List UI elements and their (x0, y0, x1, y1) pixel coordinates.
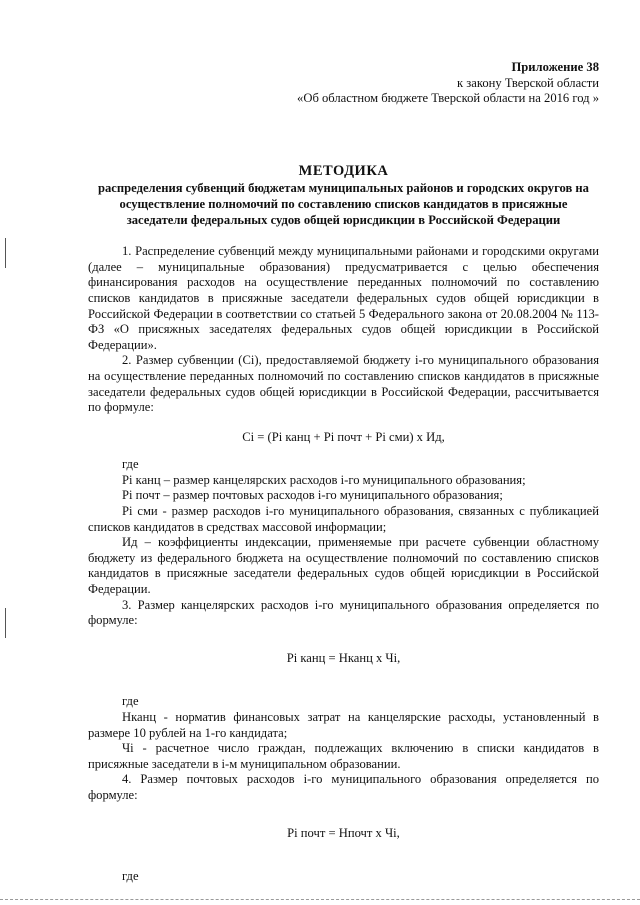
scan-bottom-edge (0, 899, 640, 900)
formula-postal-expenses: Pi почт = Нпочт х Чi, (287, 825, 400, 840)
scan-edge-mark (5, 608, 6, 638)
definition-item: Pi сми - размер расходов i-го муниципального образования, связанных с публикацией списков кандидатов в средствах массовой информации; (88, 504, 599, 534)
paragraph-2: 2. Размер субвенции (Ci), предоставляемой бюджету i-го муниципального образования на осуществление переданных полномочий по составлению списков кандидатов в присяжные заседатели федеральных судов общей юрисдикции в Российской Федерации, рассчитывается по формуле: (88, 353, 599, 415)
formula-subvention: Ci = (Pi канц + Pi почт + Pi сми) х Ид, (242, 429, 445, 444)
where-label: где (122, 869, 139, 884)
paragraph-3: 3. Размер канцелярских расходов i-го муниципального образования определяется по формуле: (88, 597, 599, 628)
annex-law-title: «Об областном бюджете Тверской области на 2016 год » (297, 91, 599, 106)
scan-edge-mark (5, 238, 6, 268)
definition-item: Чi - расчетное число граждан, подлежащих включению в списки кандидатов в присяжные заседатели в i-м муниципальном образовании. (88, 741, 599, 771)
document-page (88, 60, 599, 885)
annex-header (88, 60, 599, 107)
document-heading (88, 164, 599, 228)
where-label: где (122, 457, 139, 472)
formula-office-expenses: Pi канц = Нканц х Чi, (286, 650, 401, 665)
definition-item: Pi канц – размер канцелярских расходов i-го муниципального образования; (122, 472, 526, 487)
definition-item: Pi почт – размер почтовых расходов i-го муниципального образования; (122, 488, 503, 503)
document-body (88, 244, 599, 885)
definition-item: Ид – коэффициенты индексации, применяемые при расчете субвенции областному бюджету из федерального бюджета на осуществление полномочий по составлению списков кандидатов в присяжные заседатели федеральных судов общей юрисдикции в Российской Федерации. (88, 535, 599, 597)
where-label: где (122, 694, 139, 709)
document-subtitle: распределения субвенций бюджетам муниципальных районов и городских округов на осуществление полномочий по составлению списков кандидатов в присяжные заседатели федеральных судов общей юрисдикции в Российской Федерации (98, 181, 589, 227)
paragraph-4: 4. Размер почтовых расходов i-го муниципального образования определяется по формуле: (88, 772, 599, 802)
document-title: МЕТОДИКА (298, 162, 389, 179)
annex-law-reference: к закону Тверской области (457, 75, 599, 90)
definition-item: Нканц - норматив финансовых затрат на канцелярские расходы, установленный в размере 10 рублей на 1-го кандидата; (88, 710, 599, 740)
annex-title: Приложение 38 (511, 60, 599, 74)
paragraph-1: 1. Распределение субвенций между муниципальными районами и городскими округами (далее – муниципальные образования) предусматривается с целью обеспечения финансирования расходов на осуществление переданных полномочий по составлению списков кандидатов в присяжные заседатели федеральных судов общей юрисдикции в Российской Федерации в соответствии со статьей 5 Федерального закона от 20.08.2004 № 113-ФЗ «О присяжных заседателях федеральных судов общей юрисдикции в Российской Федерации». (88, 244, 599, 352)
